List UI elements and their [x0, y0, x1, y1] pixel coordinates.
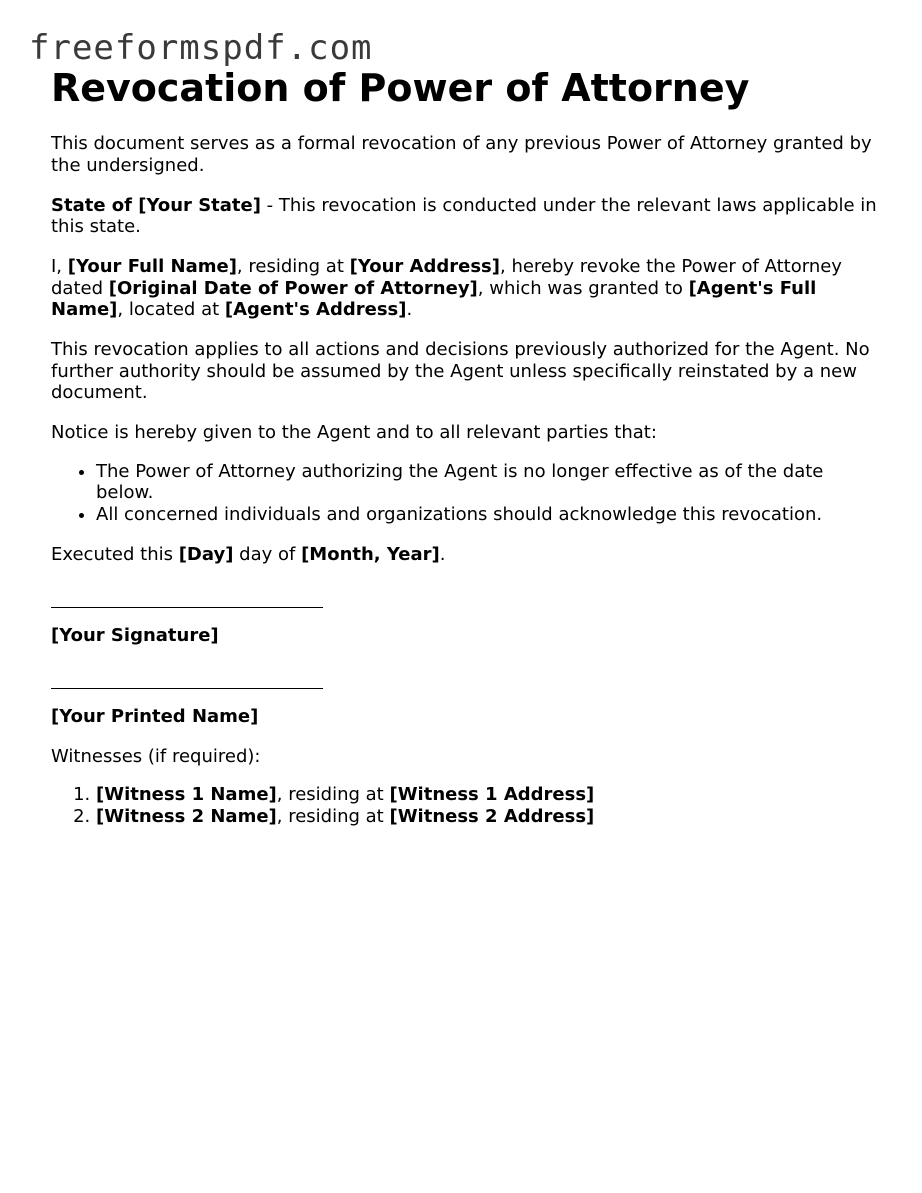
revocation-paragraph — [51, 256, 881, 321]
revoke-text-3: , hereby revoke the Power of Attorney dated — [51, 256, 842, 299]
printed-name-label — [51, 706, 881, 728]
revoke-text-1: I, — [51, 256, 68, 277]
witness-1-name: [Witness 1 Name] — [96, 784, 277, 805]
signature-line — [51, 586, 323, 608]
executed-text-1: Executed this — [51, 543, 179, 565]
signature-label-text: [Your Signature] — [51, 624, 219, 646]
intro-paragraph: This document serves as a formal revocation of any previous Power of Attorney granted by the undersigned. — [51, 133, 872, 176]
agent-name-placeholder: [Agent's Full Name] — [51, 277, 817, 320]
full-name-placeholder: [Your Full Name] — [67, 256, 237, 277]
witness-1-address: [Witness 1 Address] — [389, 784, 595, 805]
executed-text-2: day of — [233, 543, 302, 565]
executed-text-3: . — [439, 543, 446, 565]
revoke-text-5: , located at — [117, 299, 225, 320]
list-item — [96, 784, 881, 806]
witness-list — [51, 784, 881, 827]
witness-1-text: , residing at — [276, 784, 390, 805]
witness-2-address: [Witness 2 Address] — [389, 805, 595, 827]
list-item: • All concerned individuals and organizations should acknowledge this revocation. — [96, 504, 881, 526]
agent-address-placeholder: [Agent's Address] — [224, 299, 407, 320]
witness-2-name: [Witness 2 Name] — [96, 805, 277, 827]
document-title: Revocation of Power of Attorney — [51, 66, 750, 110]
state-text: - This revocation is conducted under the relevant laws applicable in this state. — [51, 194, 877, 237]
watermark-text: freeformspdf.com — [29, 28, 373, 68]
witnesses-label: Witnesses (if required): — [51, 745, 261, 767]
executed-paragraph — [51, 544, 881, 566]
signature-label — [51, 625, 881, 647]
revoke-text-6: . — [406, 299, 413, 320]
printed-name-line — [51, 667, 323, 689]
state-paragraph — [51, 195, 881, 238]
list-item: • The Power of Attorney authorizing the Agent is no longer effective as of the date below. — [96, 461, 881, 504]
witness-2-text: , residing at — [276, 805, 390, 827]
document-body — [51, 64, 881, 827]
month-year-placeholder: [Month, Year] — [301, 543, 440, 565]
address-placeholder: [Your Address] — [349, 256, 500, 277]
applies-paragraph: This revocation applies to all actions and decisions previously authorized for the Agent. No further authority should be assumed by the Agent unless specifically reinstated by a new document. — [51, 339, 870, 403]
original-date-placeholder: [Original Date of Power of Attorney] — [108, 277, 478, 299]
day-placeholder: [Day] — [178, 543, 234, 565]
revoke-text-2: , residing at — [236, 256, 350, 277]
list-item — [96, 806, 881, 828]
notice-list — [51, 461, 881, 526]
printed-name-label-text: [Your Printed Name] — [51, 705, 259, 727]
revoke-text-4: , which was granted to — [477, 277, 689, 299]
notice-paragraph: Notice is hereby given to the Agent and to all relevant parties that: — [51, 422, 657, 443]
state-label: State of [Your State] — [51, 194, 261, 216]
